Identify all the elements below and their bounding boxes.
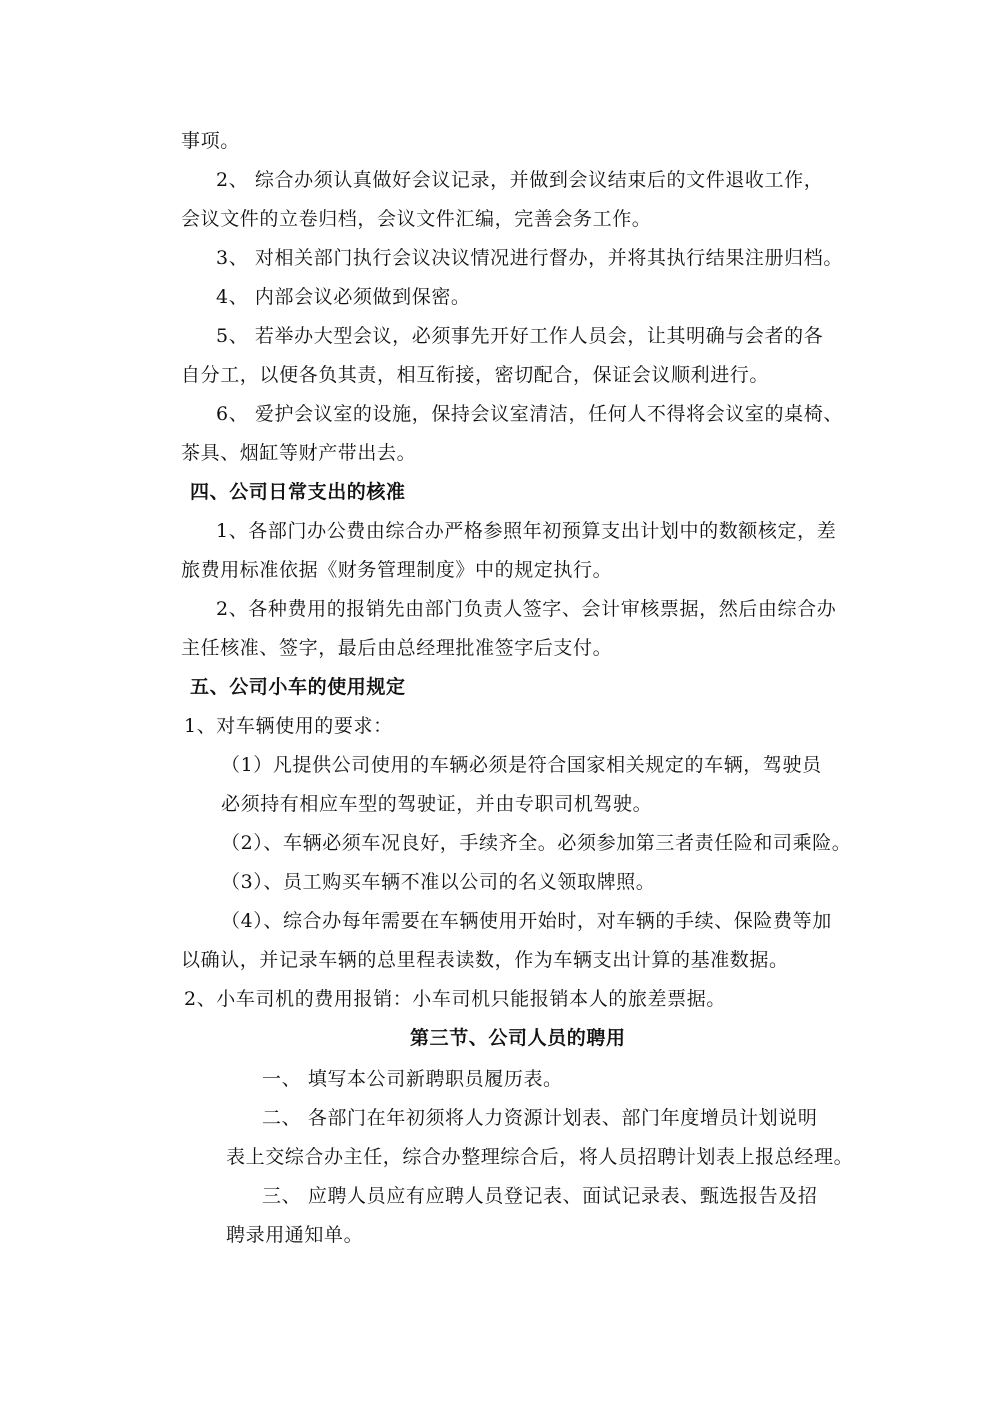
paragraph-line: 事项。 bbox=[181, 130, 240, 152]
list-item: 2、各种费用的报销先由部门负责人签字、会计审核票据，然后由综合办 bbox=[216, 598, 837, 620]
list-item: 三、 应聘人员应有应聘人员登记表、面试记录表、甄选报告及招 bbox=[262, 1185, 818, 1207]
paragraph-line: 以确认，并记录车辆的总里程表读数，作为车辆支出计算的基准数据。 bbox=[181, 949, 789, 971]
list-item: （4）、综合办每年需要在车辆使用开始时，对车辆的手续、保险费等加 bbox=[221, 910, 832, 932]
list-item: 5、 若举办大型会议，必须事先开好工作人员会，让其明确与会者的各 bbox=[216, 325, 824, 347]
paragraph-line: 自分工，以便各负其责，相互衔接，密切配合，保证会议顺利进行。 bbox=[181, 364, 770, 386]
list-item: 二、 各部门在年初须将人力资源计划表、部门年度增员计划说明 bbox=[262, 1107, 818, 1129]
list-item: （2）、车辆必须车况良好，手续齐全。必须参加第三者责任险和司乘险。 bbox=[221, 832, 852, 854]
paragraph-line: 主任核准、签字，最后由总经理批准签字后支付。 bbox=[181, 637, 613, 659]
paragraph-line: 聘录用通知单。 bbox=[226, 1224, 364, 1246]
paragraph-line: 必须持有相应车型的驾驶证，并由专职司机驾驶。 bbox=[221, 793, 653, 815]
paragraph-line: 茶具、烟缸等财产带出去。 bbox=[181, 442, 417, 464]
section-heading: 四、公司日常支出的核准 bbox=[190, 481, 406, 503]
section-heading: 五、公司小车的使用规定 bbox=[190, 676, 406, 698]
list-item: 1、对车辆使用的要求： bbox=[184, 715, 393, 737]
list-item: 3、 对相关部门执行会议决议情况进行督办，并将其执行结果注册归档。 bbox=[216, 247, 843, 269]
list-item: 2、小车司机的费用报销：小车司机只能报销本人的旅差票据。 bbox=[184, 988, 726, 1010]
paragraph-line: 表上交综合办主任，综合办整理综合后，将人员招聘计划表上报总经理。 bbox=[226, 1146, 854, 1168]
list-item: 1、各部门办公费由综合办严格参照年初预算支出计划中的数额核定，差 bbox=[216, 520, 837, 542]
list-item: 4、 内部会议必须做到保密。 bbox=[216, 286, 471, 308]
section-title: 第三节、公司人员的聘用 bbox=[410, 1027, 626, 1049]
list-item: 一、 填写本公司新聘职员履历表。 bbox=[262, 1068, 563, 1090]
list-item: （1）凡提供公司使用的车辆必须是符合国家相关规定的车辆，驾驶员 bbox=[221, 754, 822, 776]
paragraph-line: 会议文件的立卷归档，会议文件汇编，完善会务工作。 bbox=[181, 208, 652, 230]
list-item: 2、 综合办须认真做好会议记录，并做到会议结束后的文件退收工作， bbox=[216, 169, 824, 191]
list-item: （3）、员工购买车辆不准以公司的名义领取牌照。 bbox=[221, 871, 656, 893]
paragraph-line: 旅费用标准依据《财务管理制度》中的规定执行。 bbox=[181, 559, 613, 581]
list-item: 6、 爱护会议室的设施，保持会议室清洁，任何人不得将会议室的桌椅、 bbox=[216, 403, 843, 425]
